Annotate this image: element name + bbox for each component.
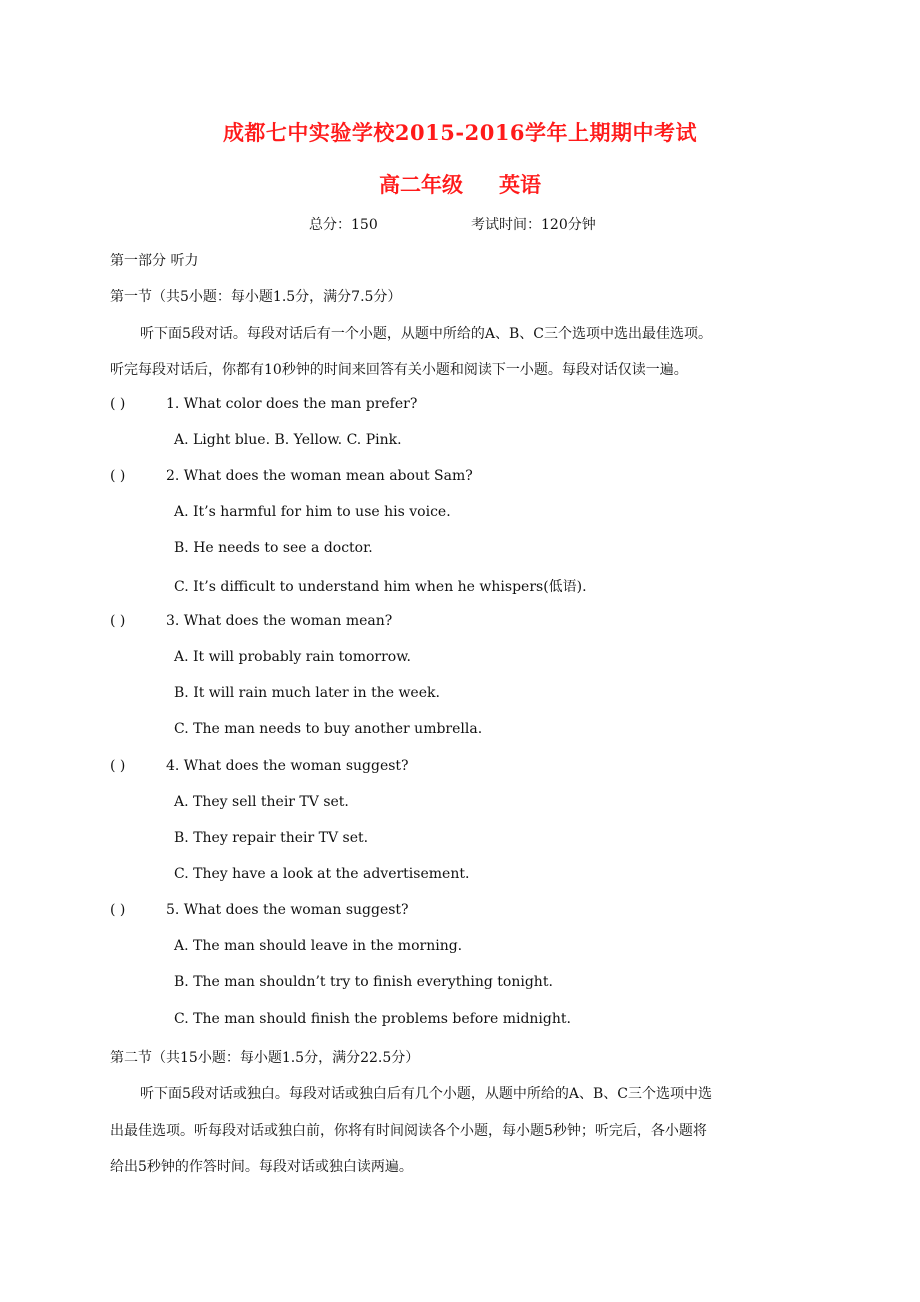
option-c: C. The man needs to buy another umbrella. bbox=[174, 721, 483, 737]
grade-label: 高二年级 bbox=[379, 172, 463, 197]
option-b: B. It will rain much later in the week. bbox=[174, 685, 440, 701]
answer-blank[interactable]: ( ) bbox=[110, 902, 126, 918]
option-c: C. They have a look at the advertisement. bbox=[174, 866, 470, 882]
answer-blank[interactable]: ( ) bbox=[110, 758, 126, 774]
option-c: C. The man should finish the problems before midnight. bbox=[174, 1011, 571, 1027]
answer-blank[interactable]: ( ) bbox=[110, 396, 126, 412]
section2-heading: 第二节（共15小题：每小题1.5分，满分22.5分） bbox=[110, 1050, 420, 1066]
question-2 bbox=[110, 468, 473, 484]
question-text: 1. What color does the man prefer? bbox=[166, 396, 418, 412]
part1-heading: 第一部分 听力 bbox=[110, 253, 199, 269]
section1-instructions-1: 听下面5段对话。每段对话后有一个小题，从题中所给的A、B、C三个选项中选出最佳选项。 bbox=[140, 326, 713, 342]
section2-instructions-2: 出最佳选项。听每段对话或独白前，你将有时间阅读各个小题，每小题5秒钟；听完后，各小题将 bbox=[110, 1123, 707, 1139]
question-text: 2. What does the woman mean about Sam? bbox=[166, 468, 473, 484]
section1-instructions-2: 听完每段对话后，你都有10秒钟的时间来回答有关小题和阅读下一小题。每段对话仅读一遍。 bbox=[110, 362, 688, 378]
question-4 bbox=[110, 758, 409, 774]
question-1-options: A. Light blue. B. Yellow. C. Pink. bbox=[174, 432, 402, 448]
answer-blank[interactable]: ( ) bbox=[110, 468, 126, 484]
option-a: A. They sell their TV set. bbox=[174, 794, 349, 810]
question-5 bbox=[110, 902, 409, 918]
section2-instructions-1: 听下面5段对话或独白。每段对话或独白后有几个小题，从题中所给的A、B、C三个选项中选 bbox=[140, 1086, 713, 1102]
grade-subject-line bbox=[0, 169, 920, 199]
exam-title: 成都七中实验学校2015-2016学年上期期中考试 bbox=[222, 120, 698, 145]
option-b: B. The man shouldn’t try to finish everything tonight. bbox=[174, 974, 553, 990]
exam-time: 考试时间：120分钟 bbox=[471, 217, 596, 233]
section1-heading: 第一节（共5小题：每小题1.5分，满分7.5分） bbox=[110, 289, 402, 305]
option-c: C. It’s difficult to understand him when he whispers(低语). bbox=[174, 579, 587, 595]
question-text: 5. What does the woman suggest? bbox=[166, 902, 409, 918]
question-text: 4. What does the woman suggest? bbox=[166, 758, 409, 774]
option-a: A. It will probably rain tomorrow. bbox=[174, 649, 412, 665]
question-1 bbox=[110, 396, 417, 412]
option-a: A. The man should leave in the morning. bbox=[174, 938, 463, 954]
subject-label: 英语 bbox=[499, 172, 541, 197]
option-a: A. It’s harmful for him to use his voice. bbox=[174, 504, 451, 520]
total-score: 总分：150 bbox=[309, 217, 378, 233]
option-b: B. He needs to see a doctor. bbox=[174, 540, 373, 556]
question-3 bbox=[110, 613, 392, 629]
question-text: 3. What does the woman mean? bbox=[166, 613, 393, 629]
answer-blank[interactable]: ( ) bbox=[110, 613, 126, 629]
section2-instructions-3: 给出5秒钟的作答时间。每段对话或独白读两遍。 bbox=[110, 1159, 413, 1175]
option-b: B. They repair their TV set. bbox=[174, 830, 369, 846]
